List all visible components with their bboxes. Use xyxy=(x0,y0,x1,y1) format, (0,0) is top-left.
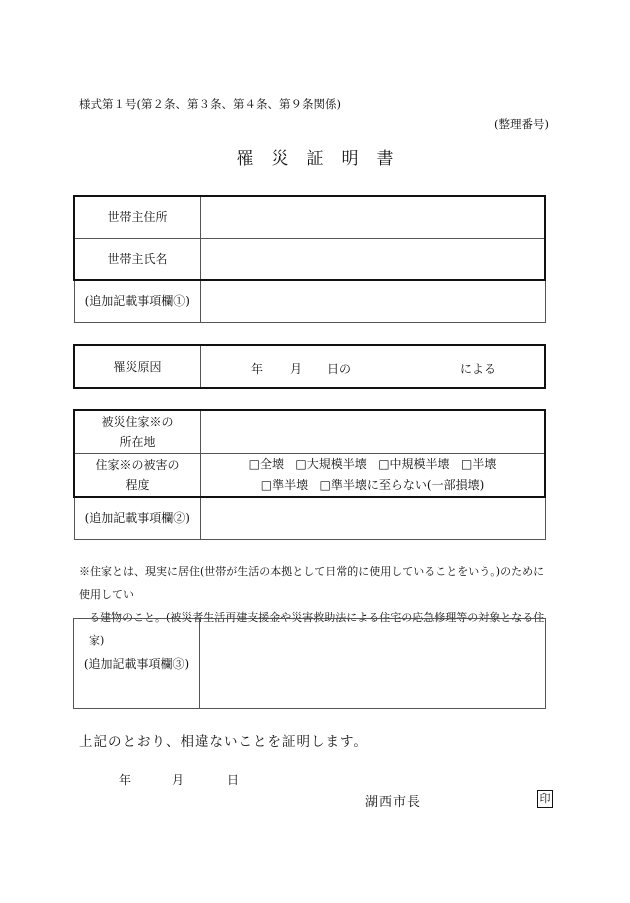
head-address-label: 世帯主住所 xyxy=(74,196,201,238)
cause-by-label: による xyxy=(460,362,497,376)
damage-level-options xyxy=(201,453,546,497)
additional-field-1[interactable] xyxy=(201,280,546,322)
certification-statement: 上記のとおり、相違ないことを証明します。 xyxy=(79,734,368,750)
residence-note-line2: る建物のこと。(被災者生活再建支援金や災害救助法による住宅の応急修理等の対象となる住家) xyxy=(89,611,545,647)
cause-year-label: 年 xyxy=(251,362,264,376)
additional-field-3[interactable] xyxy=(200,619,546,709)
issue-day-label: 日 xyxy=(227,773,240,787)
damage-table xyxy=(73,409,546,540)
damage-options-row-1 xyxy=(201,454,544,475)
house-location-field[interactable] xyxy=(201,410,546,453)
option-medium-half-collapse[interactable]: □中規模半壊 xyxy=(378,456,450,471)
option-large-half-collapse[interactable]: □大規模半壊 xyxy=(295,456,367,471)
option-semi-half-collapse[interactable]: □準半壊 xyxy=(260,477,309,492)
head-name-label: 世帯主氏名 xyxy=(74,238,201,280)
option-total-collapse[interactable]: □全壊 xyxy=(248,456,284,471)
additional-field-3-label: (追加記載事項欄③) xyxy=(74,619,200,709)
form-number: 様式第１号(第２条、第３条、第４条、第９条関係) xyxy=(79,97,341,111)
head-address-field[interactable] xyxy=(201,196,546,238)
issue-month-label: 月 xyxy=(172,773,185,787)
disaster-cause-label: 罹災原因 xyxy=(74,345,201,388)
disaster-cause-field[interactable] xyxy=(201,345,546,388)
damage-level-label xyxy=(74,453,201,497)
house-location-label-line1: 被災住家※の xyxy=(101,414,174,429)
option-partial-damage[interactable]: □準半壊に至らない(一部損壊) xyxy=(319,477,485,492)
option-half-collapse[interactable]: □半壊 xyxy=(461,456,497,471)
reference-number: (整理番号) xyxy=(494,117,549,131)
householder-table xyxy=(73,195,546,323)
house-location-label xyxy=(74,410,201,453)
additional-field-2[interactable] xyxy=(201,497,546,540)
residence-note-line1: ※住家とは、現実に居住(世帯が生活の本拠として日常的に使用していることをいう。)のために使用してい xyxy=(79,565,545,601)
cause-month-label: 月 xyxy=(290,362,303,376)
cause-day-label: 日の xyxy=(327,362,352,376)
seal-mark: 印 xyxy=(537,790,553,808)
additional-field-2-label: (追加記載事項欄②) xyxy=(74,497,201,540)
house-location-label-line2: 所在地 xyxy=(119,434,156,449)
disaster-cause-table xyxy=(73,344,546,389)
page-title: 罹災証明書 xyxy=(236,149,412,169)
damage-level-label-line2: 程度 xyxy=(125,477,150,492)
additional-3-table xyxy=(73,618,546,709)
head-name-field[interactable] xyxy=(201,238,546,280)
additional-field-1-label: (追加記載事項欄①) xyxy=(74,280,201,322)
damage-level-label-line1: 住家※の被害の xyxy=(95,457,180,472)
damage-options-row-2 xyxy=(201,475,544,496)
issue-year-label: 年 xyxy=(119,773,132,787)
mayor-title: 湖西市長 xyxy=(365,795,422,810)
